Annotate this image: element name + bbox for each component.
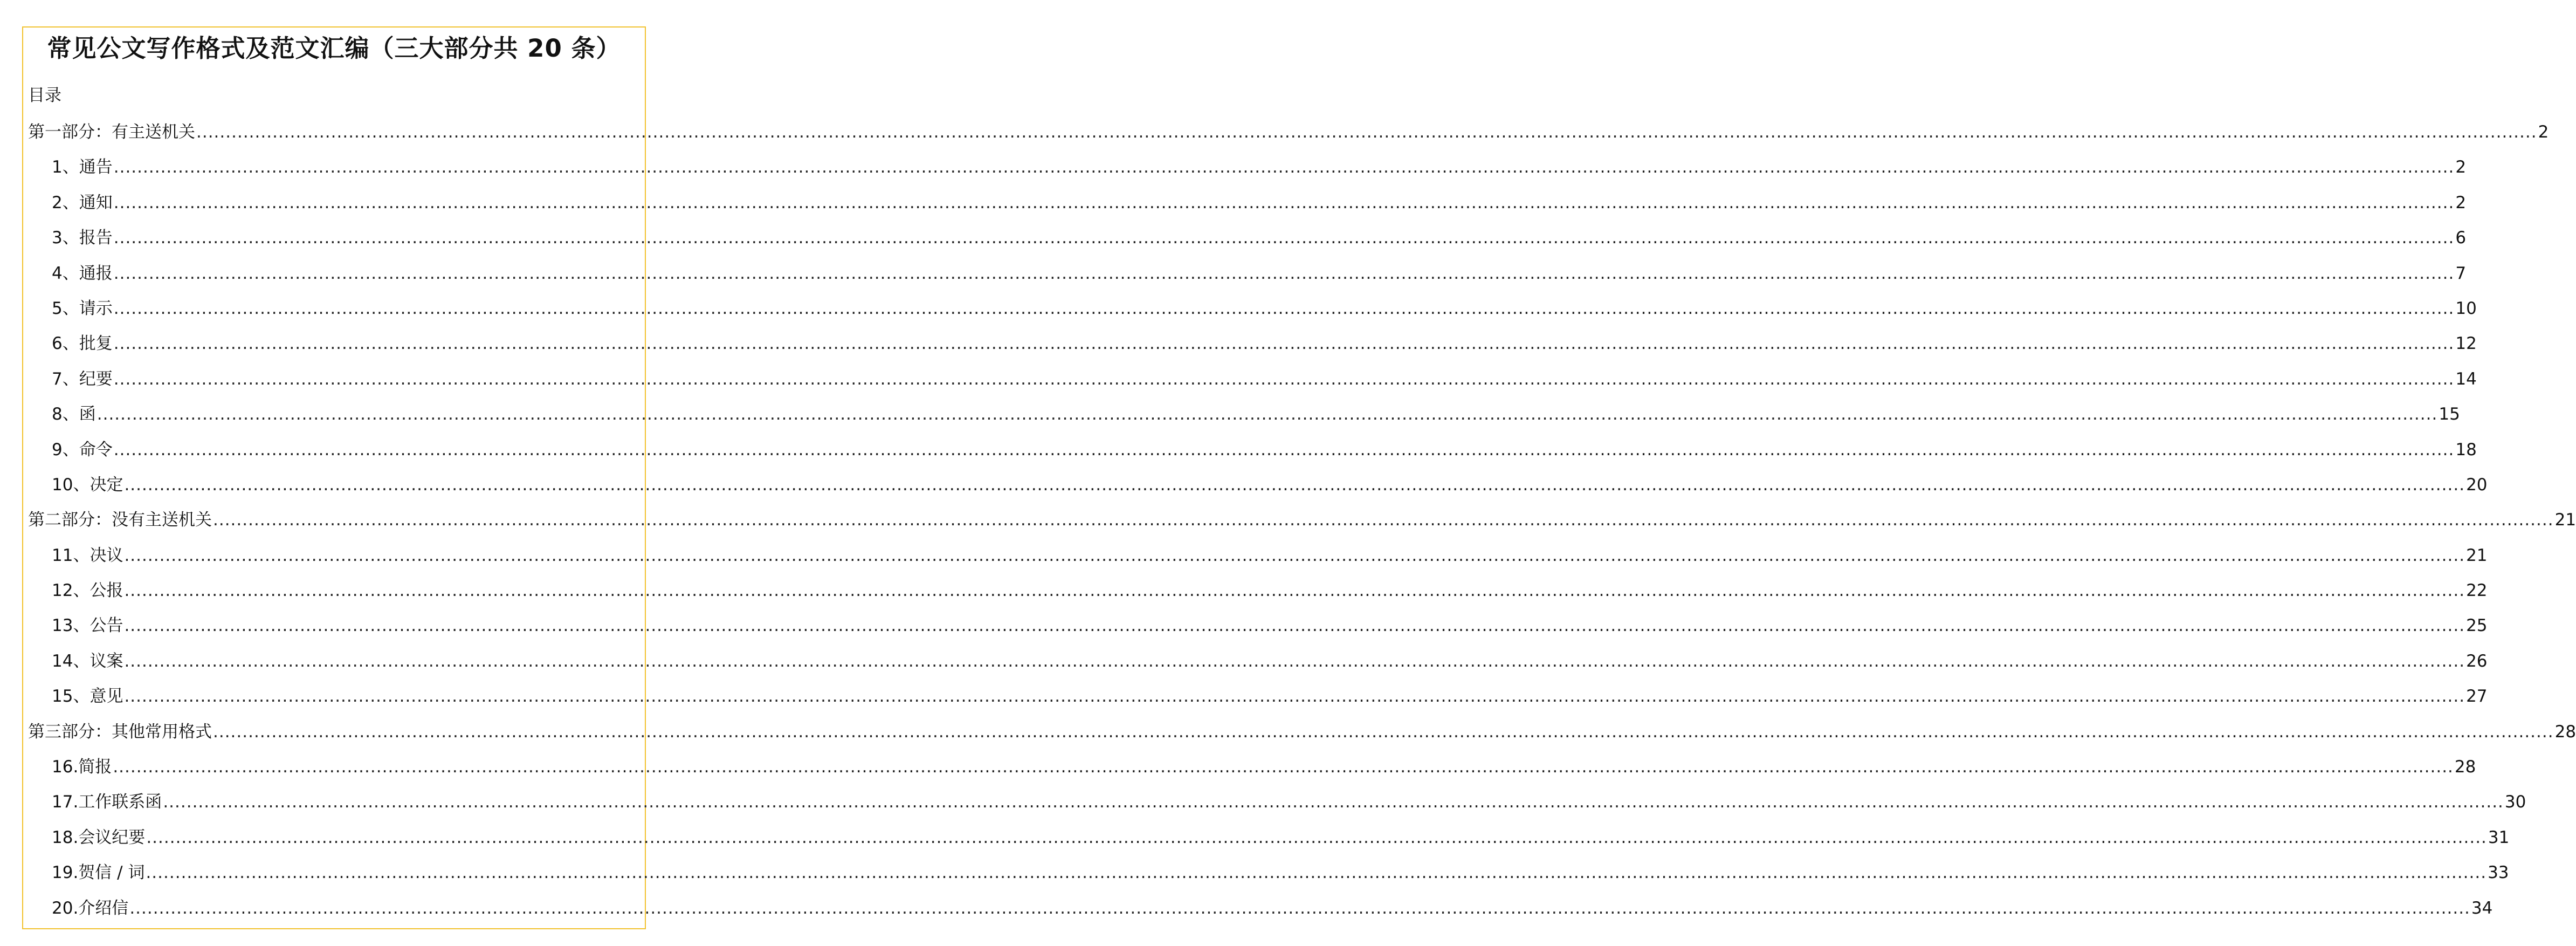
toc-item-link[interactable] (28, 402, 2460, 437)
toc-entry-label: 11、决议 (52, 545, 123, 565)
toc-page-number: 28 (2554, 722, 2576, 742)
dot-leader: ................................................................................................................................................................................................................................................................................................................................................................................................................ (113, 334, 2455, 354)
toc-entry-label: 20.介绍信 (52, 898, 129, 918)
toc-page-number: 2 (2455, 157, 2467, 177)
toc-item-link[interactable] (28, 790, 2526, 825)
toc-entry-label: 13、公告 (52, 616, 123, 636)
toc-page-number: 26 (2466, 651, 2488, 671)
dot-leader: ................................................................................................................................................................................................................................................................................................................................................................................................................ (113, 298, 2455, 318)
dot-leader: ................................................................................................................................................................................................................................................................................................................................................................................................................ (113, 193, 2455, 212)
toc-page-number: 22 (2466, 581, 2488, 601)
dot-leader: ................................................................................................................................................................................................................................................................................................................................................................................................................ (213, 722, 2554, 742)
toc-item-link[interactable] (28, 155, 2467, 190)
toc-page-number: 6 (2455, 228, 2467, 248)
toc-entry-label: 第三部分：其他常用格式 (28, 722, 212, 742)
dot-leader: ................................................................................................................................................................................................................................................................................................................................................................................................................ (213, 510, 2554, 530)
toc-item-link[interactable] (28, 896, 2493, 931)
toc-entry-label: 第一部分：有主送机关 (28, 122, 195, 142)
dot-leader: ................................................................................................................................................................................................................................................................................................................................................................................................................ (163, 792, 2504, 812)
dot-leader: ................................................................................................................................................................................................................................................................................................................................................................................................................ (124, 545, 2465, 565)
toc-page-number: 7 (2455, 263, 2467, 283)
dot-leader: ................................................................................................................................................................................................................................................................................................................................................................................................................ (124, 687, 2465, 707)
dot-leader: ................................................................................................................................................................................................................................................................................................................................................................................................................ (124, 616, 2465, 636)
toc-item-link[interactable] (28, 332, 2477, 367)
toc-page-number: 15 (2439, 405, 2460, 424)
toc-item-link[interactable] (28, 826, 2510, 861)
toc-entry-label: 3、报告 (52, 228, 113, 248)
toc-section-link[interactable] (28, 508, 2576, 543)
toc-entry-label: 第二部分：没有主送机关 (28, 510, 212, 530)
toc-heading: 目录 (28, 86, 61, 105)
toc-item-link[interactable] (28, 544, 2488, 579)
toc-page-number: 2 (2455, 193, 2467, 212)
toc-entry-label: 16.简报 (52, 757, 112, 777)
toc-page-number: 20 (2466, 475, 2488, 495)
dot-leader: ................................................................................................................................................................................................................................................................................................................................................................................................................ (196, 122, 2537, 142)
toc-page-number: 34 (2471, 898, 2493, 918)
toc-page-number: 21 (2466, 545, 2488, 565)
toc-page-number: 30 (2504, 792, 2526, 812)
toc-page-number: 12 (2455, 334, 2477, 354)
dot-leader: ................................................................................................................................................................................................................................................................................................................................................................................................................ (113, 369, 2455, 389)
dot-leader: ................................................................................................................................................................................................................................................................................................................................................................................................................ (113, 228, 2455, 248)
dot-leader: ................................................................................................................................................................................................................................................................................................................................................................................................................ (124, 475, 2465, 495)
dot-leader: ................................................................................................................................................................................................................................................................................................................................................................................................................ (129, 898, 2470, 918)
dot-leader: ................................................................................................................................................................................................................................................................................................................................................................................................................ (113, 263, 2455, 283)
toc-page-number: 33 (2488, 863, 2509, 883)
toc-entry-label: 17.工作联系函 (52, 792, 162, 812)
toc-item-link[interactable] (28, 473, 2488, 508)
document-title: 常见公文写作格式及范文汇编（三大部分共 20 条） (47, 34, 621, 63)
toc-page-number: 31 (2488, 827, 2510, 847)
toc-entry-label: 19.贺信 / 词 (52, 863, 145, 883)
toc-entry-label: 18.会议纪要 (52, 827, 146, 847)
toc-item-link[interactable] (28, 262, 2467, 297)
dot-leader: ................................................................................................................................................................................................................................................................................................................................................................................................................ (113, 440, 2455, 460)
dot-leader: ................................................................................................................................................................................................................................................................................................................................................................................................................ (97, 405, 2438, 424)
toc-item-link[interactable] (28, 438, 2477, 473)
toc-section-link[interactable] (28, 120, 2549, 155)
toc-item-link[interactable] (28, 649, 2488, 684)
toc-item-link[interactable] (28, 614, 2488, 649)
toc-section-link[interactable] (28, 720, 2576, 755)
toc-item-link[interactable] (28, 684, 2488, 719)
dot-leader: ................................................................................................................................................................................................................................................................................................................................................................................................................ (124, 581, 2465, 601)
toc-entry-label: 4、通报 (52, 263, 113, 283)
toc-entry-label: 12、公报 (52, 581, 123, 601)
table-of-contents (28, 120, 2576, 931)
toc-page-number: 2 (2538, 122, 2549, 142)
toc-item-link[interactable] (28, 226, 2467, 261)
toc-entry-label: 5、请示 (52, 298, 113, 318)
toc-entry-label: 6、批复 (52, 334, 113, 354)
toc-item-link[interactable] (28, 579, 2488, 614)
toc-entry-label: 1、通告 (52, 157, 113, 177)
toc-page-number: 21 (2554, 510, 2576, 530)
dot-leader: ................................................................................................................................................................................................................................................................................................................................................................................................................ (124, 651, 2465, 671)
toc-entry-label: 8、函 (52, 405, 96, 424)
toc-item-link[interactable] (28, 367, 2477, 402)
toc-page-number: 25 (2466, 616, 2488, 636)
toc-entry-label: 2、通知 (52, 193, 113, 212)
toc-page-number: 27 (2466, 687, 2488, 707)
dot-leader: ................................................................................................................................................................................................................................................................................................................................................................................................................ (146, 827, 2487, 847)
dot-leader: ................................................................................................................................................................................................................................................................................................................................................................................................................ (113, 157, 2455, 177)
toc-entry-label: 10、决定 (52, 475, 123, 495)
toc-page-number: 18 (2455, 440, 2477, 460)
toc-item-link[interactable] (28, 191, 2467, 226)
toc-item-link[interactable] (28, 861, 2509, 896)
dot-leader: ................................................................................................................................................................................................................................................................................................................................................................................................................ (146, 863, 2487, 883)
toc-item-link[interactable] (28, 297, 2477, 332)
dot-leader: ................................................................................................................................................................................................................................................................................................................................................................................................................ (113, 757, 2454, 777)
toc-entry-label: 15、意见 (52, 687, 123, 707)
toc-item-link[interactable] (28, 755, 2476, 790)
toc-entry-label: 9、命令 (52, 440, 113, 460)
toc-entry-label: 7、纪要 (52, 369, 113, 389)
toc-page-number: 28 (2454, 757, 2476, 777)
toc-entry-label: 14、议案 (52, 651, 123, 671)
toc-page-number: 10 (2455, 298, 2477, 318)
toc-page-number: 14 (2455, 369, 2477, 389)
